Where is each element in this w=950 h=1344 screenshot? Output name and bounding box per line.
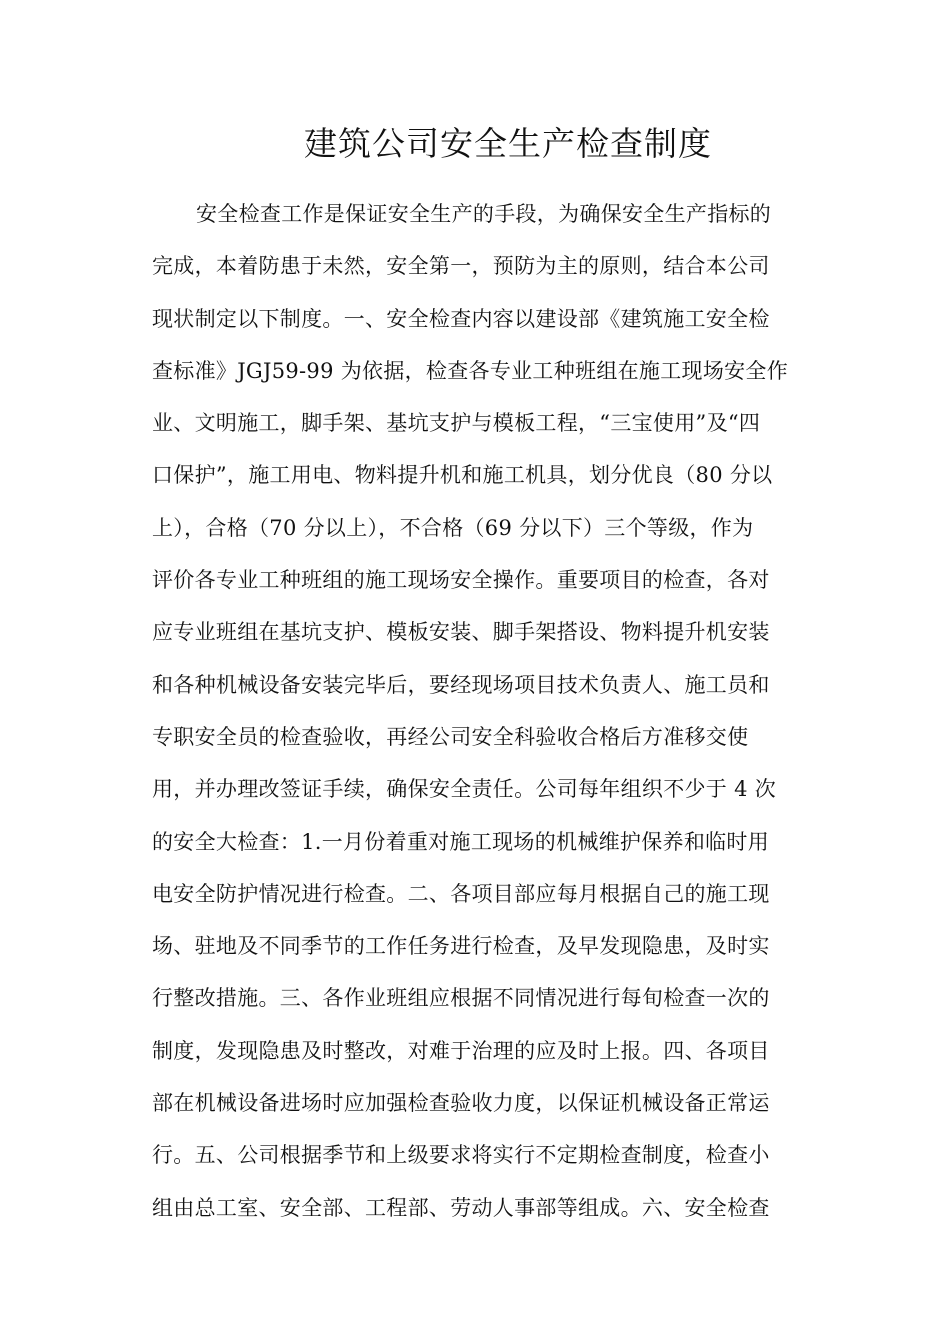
body-line: 部在机械设备进场时应加强检查验收力度，以保证机械设备正常运 (152, 1091, 770, 1116)
body-line: 上），合格（70 分以上），不合格（69 分以下）三个等级，作为 (152, 515, 754, 540)
body-line: 业、文明施工，脚手架、基坑支护与模板工程，“三宝使用”及“四 (152, 411, 761, 436)
body-line: 口保护”，施工用电、物料提升机和施工机具，划分优良（80 分以 (152, 463, 773, 488)
document-title: 建筑公司安全生产检查制度 (304, 124, 712, 163)
body-line: 评价各专业工种班组的施工现场安全操作。重要项目的检查，各对 (152, 568, 770, 593)
body-line: 制度，发现隐患及时整改，对难于治理的应及时上报。四、各项目 (152, 1038, 770, 1063)
body-line: 行。五、公司根据季节和上级要求将实行不定期检查制度，检查小 (152, 1143, 770, 1168)
body-line: 专职安全员的检查验收，再经公司安全科验收合格后方准移交使 (152, 724, 749, 749)
body-line: 完成，本着防患于未然，安全第一，预防为主的原则，结合本公司 (152, 254, 770, 279)
body-line: 电安全防护情况进行检查。二、各项目部应每月根据自己的施工现 (152, 881, 770, 906)
body-line: 行整改措施。三、各作业班组应根据不同情况进行每旬检查一次的 (152, 986, 770, 1011)
body-line: 应专业班组在基坑支护、模板安装、脚手架搭设、物料提升机安装 (152, 620, 770, 645)
body-line: 的安全大检查：1.一月份着重对施工现场的机械维护保养和临时用 (152, 829, 770, 854)
body-line: 安全检查工作是保证安全生产的手段，为确保安全生产指标的 (196, 202, 772, 226)
body-line: 场、驻地及不同季节的工作任务进行检查，及早发现隐患，及时实 (152, 934, 770, 959)
body-line: 现状制定以下制度。一、安全检查内容以建设部《建筑施工安全检 (152, 306, 770, 331)
body-line: 用，并办理改签证手续，确保安全责任。公司每年组织不少于 4 次 (152, 777, 777, 802)
body-line: 组由总工室、安全部、工程部、劳动人事部等组成。六、安全检查 (152, 1195, 770, 1220)
body-line: 和各种机械设备安装完毕后，要经现场项目技术负责人、施工员和 (152, 672, 770, 697)
document-body (152, 198, 812, 1244)
body-line: 查标准》JGJ59-99 为依据，检查各专业工种班组在施工现场安全作 (152, 358, 789, 383)
